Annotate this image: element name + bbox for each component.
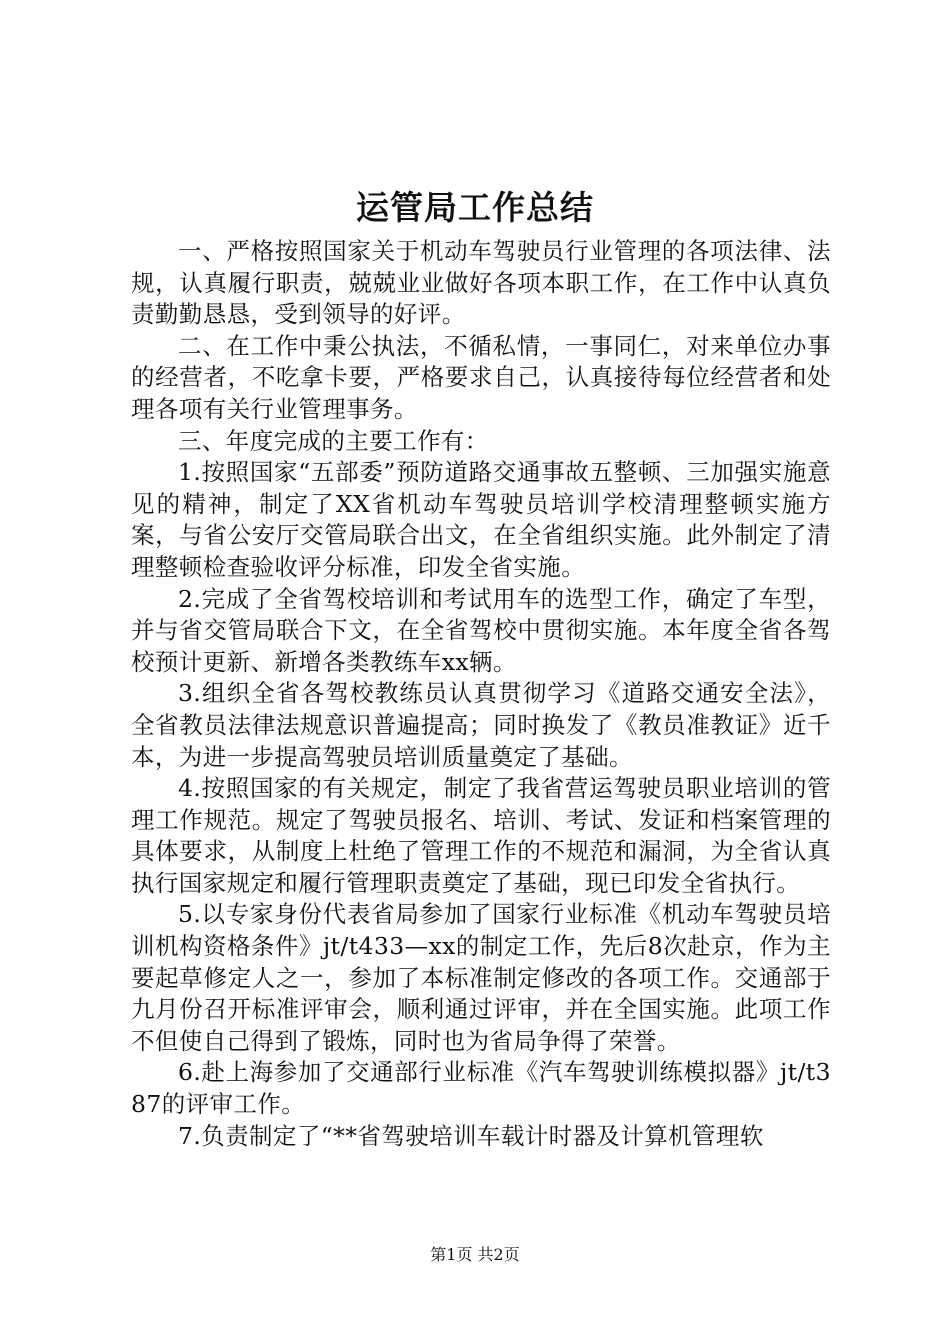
document-body (131, 236, 831, 1152)
page-number-footer: 第1页 共2页 (430, 1245, 520, 1264)
paragraph-item-6: 6.赴上海参加了交通部行业标准《汽车驾驶训练模拟器》jt/t387的评审工作。 (131, 1058, 831, 1119)
paragraph-1: 一、严格按照国家关于机动车驾驶员行业管理的各项法律、法规，认真履行职责，兢兢业业做好各项本职工作，在工作中认真负责勤勤恳恳，受到领导的好评。 (131, 237, 831, 329)
paragraph-2: 二、在工作中秉公执法，不循私情，一事同仁，对来单位办事的经营者，不吃拿卡要，严格要求自己，认真接待每位经营者和处理各项有关行业管理事务。 (131, 331, 831, 423)
paragraph-item-3: 3.组织全省各驾校教练员认真贯彻学习《道路交通安全法》，全省教员法律法规意识普遍提高；同时换发了《教员准教证》近千本，为进一步提高驾驶员培训质量奠定了基础。 (131, 679, 831, 771)
paragraph-item-5: 5.以专家身份代表省局参加了国家行业标准《机动车驾驶员培训机构资格条件》jt/t433—xx的制定工作，先后8次赴京，作为主要起草修定人之一，参加了本标准制定修改的各项工作。交通部于九月份召开标准评审会，顺利通过评审，并在全国实施。此项工作不但使自己得到了锻炼，同时也为省局争得了荣誉。 (131, 900, 831, 1055)
paragraph-3: 三、年度完成的主要工作有： (178, 426, 489, 455)
paragraph-item-7: 7.负责制定了“**省驾驶培训车载计时器及计算机管理软 (178, 1121, 764, 1150)
document-title: 运管局工作总结 (356, 188, 594, 227)
paragraph-item-1: 1.按照国家“五部委”预防道路交通事故五整顿、三加强实施意见的精神，制定了XX省机动车驾驶员培训学校清理整顿实施方案，与省公安厅交管局联合出文，在全省组织实施。此外制定了清理整顿检查验收评分标准，印发全省实施。 (131, 458, 831, 581)
paragraph-item-4: 4.按照国家的有关规定，制定了我省营运驾驶员职业培训的管理工作规范。规定了驾驶员报名、培训、考试、发证和档案管理的具体要求，从制度上杜绝了管理工作的不规范和漏洞，为全省认真执行国家规定和履行管理职责奠定了基础，现已印发全省执行。 (131, 774, 831, 897)
paragraph-item-2: 2.完成了全省驾校培训和考试用车的选型工作，确定了车型，并与省交管局联合下文，在全省驾校中贯彻实施。本年度全省各驾校预计更新、新增各类教练车xx辆。 (131, 584, 831, 676)
